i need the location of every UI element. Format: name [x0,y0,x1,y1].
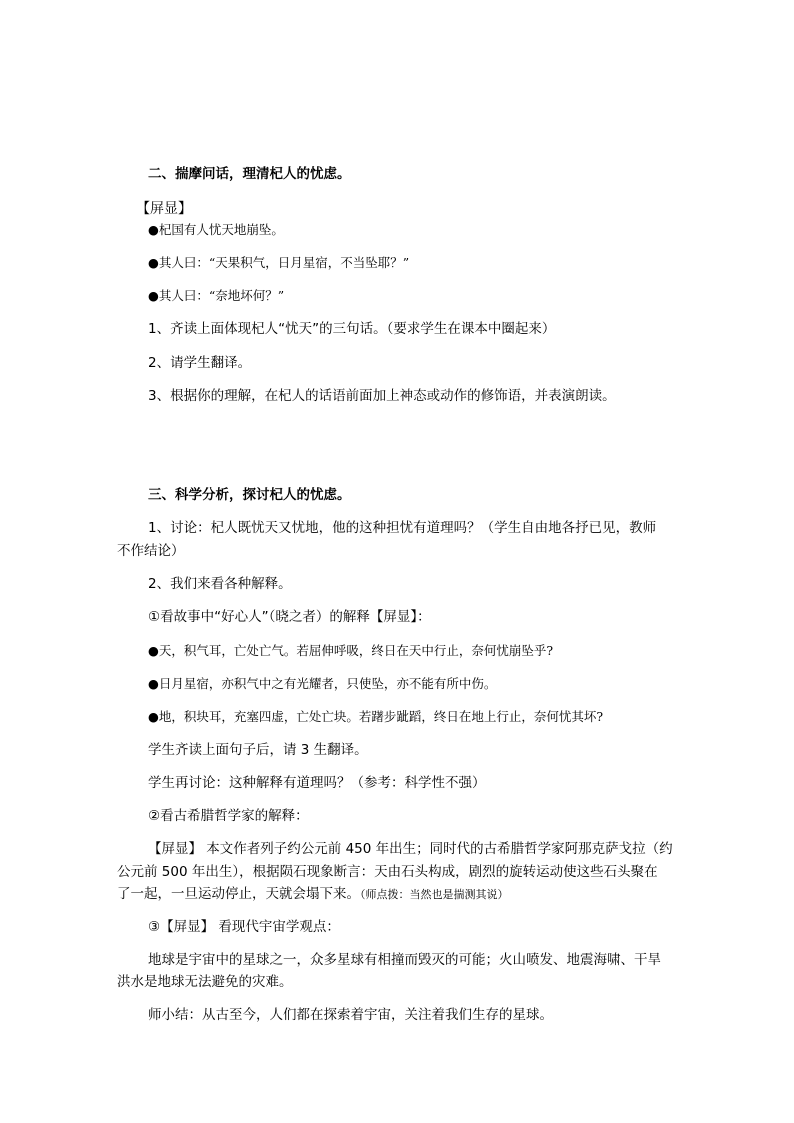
paragraph-line: 师小结：从古至今，人们都在探索着宇宙，关注着我们生存的星球。 [148,1007,553,1023]
paragraph-line: 学生齐读上面句子后，请 3 生翻译。 [148,742,368,758]
paragraph-line: 不作结论） [117,543,185,559]
paragraph-line: 1、讨论：杞人既忧天又忧地，他的这种担忧有道理吗？（学生自由地各抒已见，教师 [148,520,657,536]
quote-line: ●日月星宿，亦积气中之有光耀者，只使坠，亦不能有所中伤。 [148,676,497,691]
paragraph-line: ③【屏显】 看现代宇宙学观点： [148,919,340,935]
screen-display-label: 【屏显】 [136,201,192,217]
quote-line: ●杞国有人忧天地崩坠。 [148,222,284,237]
paragraph-line: 学生再讨论：这种解释有道理吗？（参考：科学性不强） [148,775,486,791]
section-two-heading: 二、揣摩问话，理清杞人的忧虑。 [148,166,351,182]
paragraph-line: 【屏显】 本文作者列子约公元前 450 年出生；同时代的古希腊哲学家阿那克萨戈拉（约 [148,841,673,857]
quote-line: ●地，积块耳，充塞四虚，亡处亡块。若躇步跐蹈，终日在地上行止，奈何忧其坏? [148,709,604,724]
paragraph-line: ①看故事中“好心人”（晓之者）的解释【屏显】： [148,609,431,625]
paragraph-text: 了一起，一旦运动停止，天就会塌下来。 [117,886,360,902]
teacher-note: （师点拨：当然也是揣测其说） [360,888,509,901]
paragraph-line: ②看古希腊哲学家的解释： [148,808,309,824]
paragraph-line [117,884,509,905]
paragraph-line: 洪水是地球无法避免的灾难。 [117,974,293,990]
task-item: 3、根据你的理解，在杞人的话语前面加上神态或动作的修饰语，并表演朗读。 [148,388,616,404]
paragraph-line: 公元前 500 年出生），根据陨石现象断言：天由石头构成，剧烈的旋转运动使这些石头聚在 [117,864,658,880]
paragraph-line: 2、我们来看各种解释。 [148,576,292,592]
task-item: 2、请学生翻译。 [148,355,252,371]
paragraph-line: 地球是宇宙中的星球之一，众多星球有相撞而毁灭的可能；火山喷发、地震海啸、干旱 [148,952,661,968]
quote-line: ●其人曰：“天果积气，日月星宿，不当坠耶？” [148,255,410,270]
section-three-heading: 三、科学分析，探讨杞人的忧虑。 [148,487,351,503]
quote-line: ●其人曰：“奈地坏何？” [148,288,285,303]
task-item: 1、齐读上面体现杞人“忧天”的三句话。（要求学生在课本中圈起来） [148,321,556,337]
quote-line: ●天，积气耳，亡处亡气。若屈伸呼吸，终日在天中行止，奈何忧崩坠乎? [148,643,554,658]
